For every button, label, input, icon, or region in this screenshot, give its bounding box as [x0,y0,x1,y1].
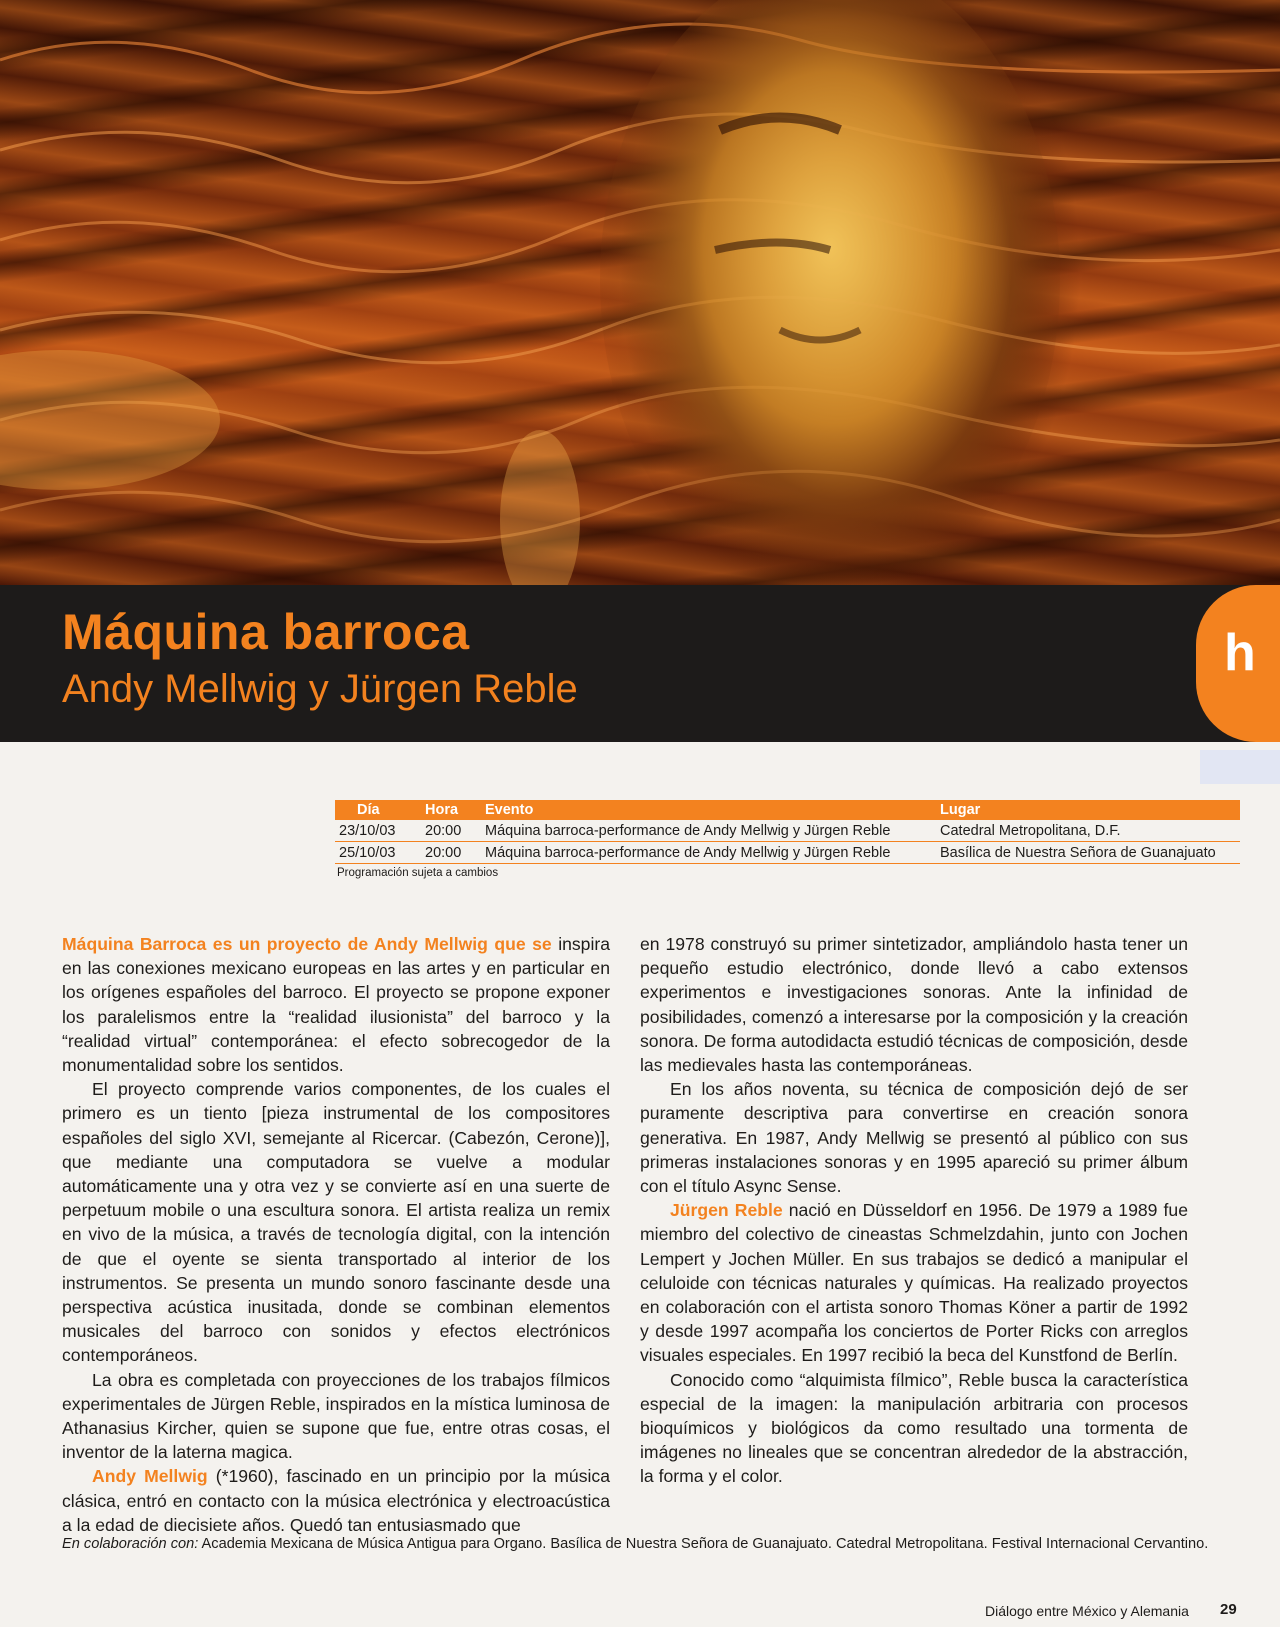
cell-date: 25/10/03 [335,842,421,864]
cell-venue: Basílica de Nuestra Señora de Guanajuato [936,842,1240,864]
collaboration-credits [62,1536,1222,1552]
collab-label: En colaboración con: [62,1536,199,1552]
cell-time: 20:00 [421,842,481,864]
page-number: 29 [1220,1601,1237,1618]
section-tab [1196,585,1280,742]
schedule-header-row [335,800,1240,820]
paragraph-intro [62,932,610,1077]
paragraph-text: Conocido como “alquimista fílmico”, Reble busca la característica especial de la imagen: la manipulación arbitraria con procesos bioquímicos y biológicos da como resultado una tormenta de imágenes no lineales que se concentran alrededor de la abstracción, la forma y el color. [640,1369,1188,1487]
name-highlight: Jürgen Reble [670,1200,783,1221]
col-header-hora: Hora [421,800,481,820]
name-highlight: Andy Mellwig [92,1466,208,1487]
collab-text: Academia Mexicana de Música Antigua para Organo. Basílica de Nuestra Señora de Guanajuato. Catedral Metropolitana. Festival Internacional Cervantino. [198,1536,1209,1552]
hero-artwork [0,0,1280,585]
article-column-left [62,932,610,1537]
cell-date: 23/10/03 [335,820,421,842]
footer-publication: Diálogo entre México y Alemania [985,1603,1189,1619]
cell-venue: Catedral Metropolitana, D.F. [936,820,1240,842]
section-letter: h [1224,624,1256,682]
paragraph-text: nació en Düsseldorf en 1956. De 1979 a 1989 fue miembro del colectivo de cineastas Schmelzdahin, junto con Jochen Lempert y Jochen Müller. En sus trabajos se dedicó a manipular el celuloide con técnicas naturales y químicas. Ha realizado proyectos en colaboración con el artista sonoro Thomas Köner a partir de 1992 y desde 1997 acompaña los conciertos de Porter Ricks con arreglos visuales especiales. En 1997 recibió la beca del Kunstfond de Berlín. [640,1200,1188,1366]
title-bar [0,585,1280,742]
paragraph-text: En los años noventa, su técnica de composición dejó de ser puramente descriptiva para convertirse en creación sonora generativa. En 1987, Andy Mellwig se presentó al público con sus primeras instalaciones sonoras y en 1995 apareció su primer álbum con el título Async Sense. [640,1079,1188,1197]
paragraph-bio-reble [640,1198,1188,1367]
hero-image [0,0,1280,585]
cell-time: 20:00 [421,820,481,842]
page-subtitle: Andy Mellwig y Jürgen Reble [62,667,578,711]
cell-event: Máquina barroca-performance de Andy Mellwig y Jürgen Reble [481,820,936,842]
paragraph-text: inspira en las conexiones mexicano europeas en las artes y en particular en los orígenes españoles del barroco. El proyecto se propone exponer los paralelismos entre la “realidad ilusionista” del barroco y la “realidad virtual” contemporánea: el efecto sobrecogedor de la monumentalidad sobre los sentidos. [62,934,611,1076]
col-header-evento: Evento [481,800,936,820]
sticky-tag [1200,750,1280,784]
page-title: Máquina barroca [62,604,470,660]
paragraph-text: en 1978 construyó su primer sintetizador, ampliándolo hasta tener un pequeño estudio electrónico, donde llevó a cabo extensos experimentos e investigaciones sonoras. Ante la infinidad de posibilidades, comenzó a interesarse por la composición y la creación sonora. De forma autodidacta estudió técnicas de composición, desde las medievales hasta las contemporáneas. [640,934,1188,1076]
paragraph-bio-mellwig [62,1464,610,1537]
table-row [335,842,1240,864]
lead-text: Máquina Barroca es un proyecto de Andy Mellwig que se [62,934,552,954]
paragraph-text: La obra es completada con proyecciones de los trabajos fílmicos experimentales de Jürgen Reble, inspirados en la mística luminosa de Athanasius Kircher, quien se supone que fue, entre otras cosas, el inventor de la laterna magica. [62,1369,610,1463]
schedule-note: Programación sujeta a cambios [337,867,499,879]
paragraph-text: (*1960), fascinado en un principio por la música clásica, entró en contacto con la música electrónica y electroacústica a la edad de diecisiete años. Quedó tan entusiasmado que [62,1466,610,1535]
paragraph-text: El proyecto comprende varios componentes, de los cuales el primero es un tiento [pieza instrumental de los compositores españoles del siglo XVI, semejante al Ricercar. (Cabezón, Cerone)], que mediante una computadora se vuelve a modular automáticamente una y otra vez y se convierte así en una suerte de perpetuum mobile o una escultura sonora. El artista realiza un remix en vivo de la música, a través de tecnología digital, con la intención de que el oyente se sienta transportado al interior de los instrumentos. Se presenta un mundo sonoro fascinante desde una perspectiva acústica inusitada, donde se combinan elementos musicales del barroco con sonidos y efectos electrónicos contemporáneos. [62,1079,610,1366]
col-header-dia: Día [335,800,421,820]
col-header-lugar: Lugar [936,800,1240,820]
table-row [335,820,1240,842]
cell-event: Máquina barroca-performance de Andy Mellwig y Jürgen Reble [481,842,936,864]
article-column-right [640,932,1188,1489]
schedule-table [335,800,1240,864]
